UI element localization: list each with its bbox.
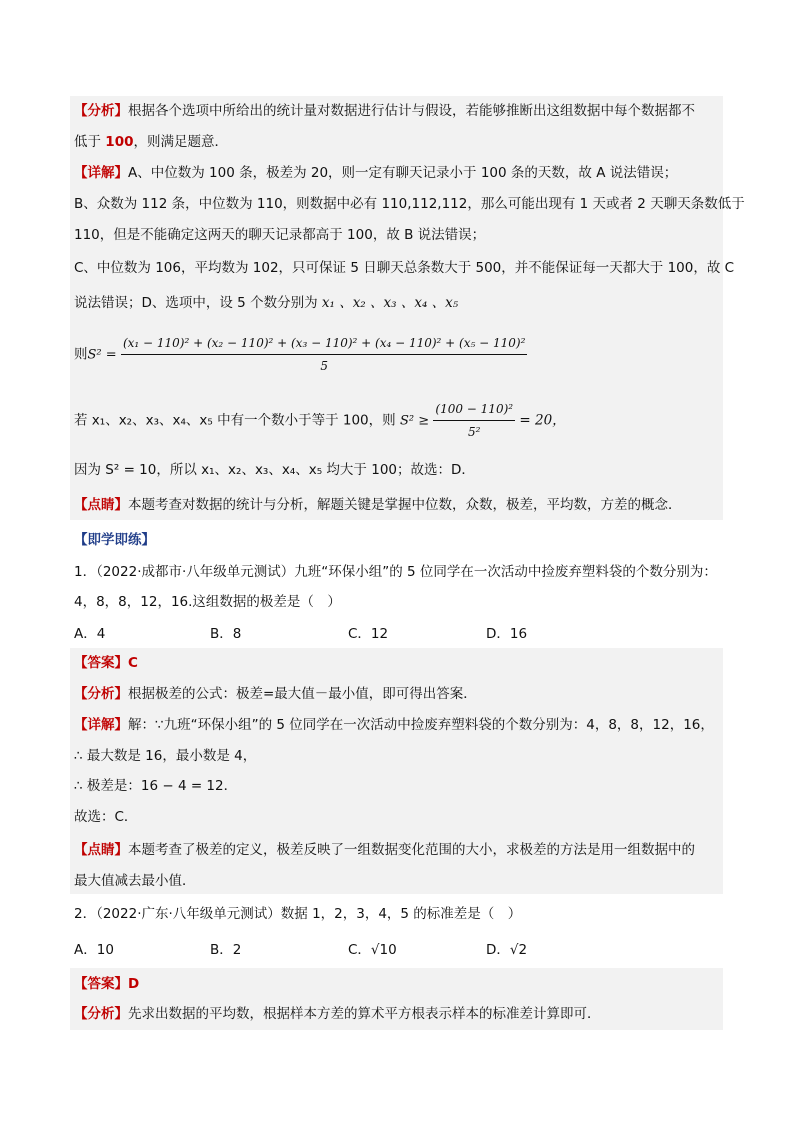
detail-line-c1: [74, 258, 735, 278]
q1-point-line-2: 最大值减去最小值．: [74, 873, 196, 889]
q1-detail-line-1: [74, 715, 722, 735]
q1-detail-line-3: ∴ 极差是：16 − 4 = 12．: [74, 778, 238, 794]
q1-answer-tag: 【答案】: [74, 655, 128, 671]
detail-option-c1: C、中位数为 106，平均数为 102，只可保证 5 日聊天总条数大于 500，并不能保证每一天都大于 100，故 C: [74, 260, 735, 276]
q1-detail-tag: 【详解】: [74, 717, 128, 733]
q2-option-b: B．2: [210, 942, 242, 958]
q1-analysis-line: [74, 684, 722, 704]
condition-result: = 20，: [519, 412, 566, 429]
q1-option-a: A．4: [74, 626, 106, 642]
point-tag: 【点睛】: [74, 497, 128, 513]
analysis-text-2: 低于: [74, 134, 106, 150]
section-title: 【即学即练】: [74, 532, 155, 548]
q1-analysis-tag: 【分析】: [74, 686, 128, 702]
q2-analysis-tag: 【分析】: [74, 1006, 128, 1022]
q1-option-d: D．16: [486, 626, 528, 642]
q1-option-b: B．8: [210, 626, 242, 642]
variance-fraction: [121, 332, 527, 377]
analysis-text-3: ，则满足题意．: [133, 134, 228, 150]
condition-line: 若 x₁、x₂、x₃、x₄、x₅ 中有一个数小于等于 100，则 S² ≥ $\frac{\text{(100 − 110)²}}{\text{5²}}$ = 20，: [74, 398, 722, 443]
q1-answer-line: [74, 653, 722, 673]
condition-numerator: (100 − 110)²: [433, 398, 515, 421]
q1-detail-line-2: ∴ 最大数是 16，最小数是 4，: [74, 748, 257, 764]
q1-answer: C: [128, 655, 138, 671]
question-1-line-1: 1．（2022·成都市·八年级单元测试）九班“环保小组”的 5 位同学在一次活动中捡废弃塑料袋的个数分别为：: [74, 564, 717, 580]
analysis-text: 根据各个选项中所给出的统计量对数据进行估计与假设，若能够推断出这组数据中每个数据都不: [128, 103, 695, 119]
question-2-line-1: 2．（2022·广东·八年级单元测试）数据 1，2，3，4，5 的标准差是（ ）: [74, 906, 522, 922]
because-text: 因为 S² = 10，所以 x₁、x₂、x₃、x₄、x₅ 均大于 100；故选：D．: [74, 462, 475, 478]
q2-option-c: C．√10: [348, 942, 397, 958]
q2-option-a: A．10: [74, 942, 114, 958]
q2-option-d: D．√2: [486, 942, 528, 958]
q1-detail-text-1: 解：∵九班“环保小组”的 5 位同学在一次活动中捡废弃塑料袋的个数分别为：4，8，8，12，16，: [128, 717, 714, 733]
condition-denominator: 5²: [468, 425, 481, 439]
q2-analysis-line: [74, 1004, 722, 1024]
analysis-tag: 【分析】: [74, 103, 128, 119]
condition-text: 若 x₁、x₂、x₃、x₄、x₅ 中有一个数小于等于 100，则: [74, 412, 396, 429]
point-text: 本题考查对数据的统计与分析，解题关键是掌握中位数，众数，极差，平均数，方差的概念．: [128, 497, 682, 513]
formula-prefix: 则: [74, 346, 88, 363]
detail-option-b1: B、众数为 112 条，中位数为 110，则数据中必有 110,112,112，那么可能出现有 1 天或者 2 天聊天条数低于: [74, 196, 745, 212]
q1-choose-line: 故选：C．: [74, 809, 138, 825]
detail-option-a: A、中位数为 100 条，极差为 20，则一定有聊天记录小于 100 条的天数，故 A 说法错误；: [128, 165, 678, 181]
formula-numerator: (x₁ − 110)² + (x₂ − 110)² + (x₃ − 110)² + (x₄ − 110)² + (x₅ − 110)²: [121, 332, 527, 355]
question-1-line-2: 4，8，8，12，16.这组数据的极差是（ ）: [74, 594, 341, 610]
q1-option-c: C．12: [348, 626, 389, 642]
detail-option-b2: 110，但是不能确定这两天的聊天记录都高于 100，故 B 说法错误；: [74, 227, 486, 243]
q1-point-text-1: 本题考查了极差的定义，极差反映了一组数据变化范围的大小，求极差的方法是用一组数据中的: [128, 842, 695, 858]
detail-line-b2: [74, 225, 722, 245]
variance-formula: 则S² = (x₁ − 110)² + (x₂ − 110)² + (x₃ − 110)² + (x₄ − 110)² + (x₅ − 110)² 5: [74, 332, 722, 377]
because-line: [74, 460, 722, 480]
analysis-line: [74, 101, 722, 121]
condition-fraction: [433, 398, 515, 443]
detail-line-a: [74, 163, 722, 183]
analysis-line-2: [74, 132, 722, 152]
point-line: [74, 495, 722, 515]
q1-point-line: [74, 840, 722, 860]
q2-answer: D: [128, 976, 140, 992]
q1-point-tag: 【点睛】: [74, 842, 128, 858]
detail-tag: 【详解】: [74, 165, 128, 181]
analysis-number: 100: [105, 134, 134, 150]
detail-line-c2: [74, 293, 722, 313]
formula-denominator: 5: [320, 359, 328, 373]
q2-answer-line: [74, 974, 722, 994]
q2-answer-tag: 【答案】: [74, 976, 128, 992]
detail-line-b1: [74, 194, 745, 214]
q1-analysis-text: 根据极差的公式：极差=最大值－最小值，即可得出答案．: [128, 686, 477, 702]
detail-option-c2: 说法错误；D、选项中，设 5 个数分别为: [74, 295, 318, 311]
q2-analysis-text: 先求出数据的平均数，根据样本方差的算术平方根表示样本的标准差计算即可．: [128, 1006, 601, 1022]
variable-list: x₁ 、x₂ 、x₃ 、x₄ 、x₅: [321, 295, 459, 311]
